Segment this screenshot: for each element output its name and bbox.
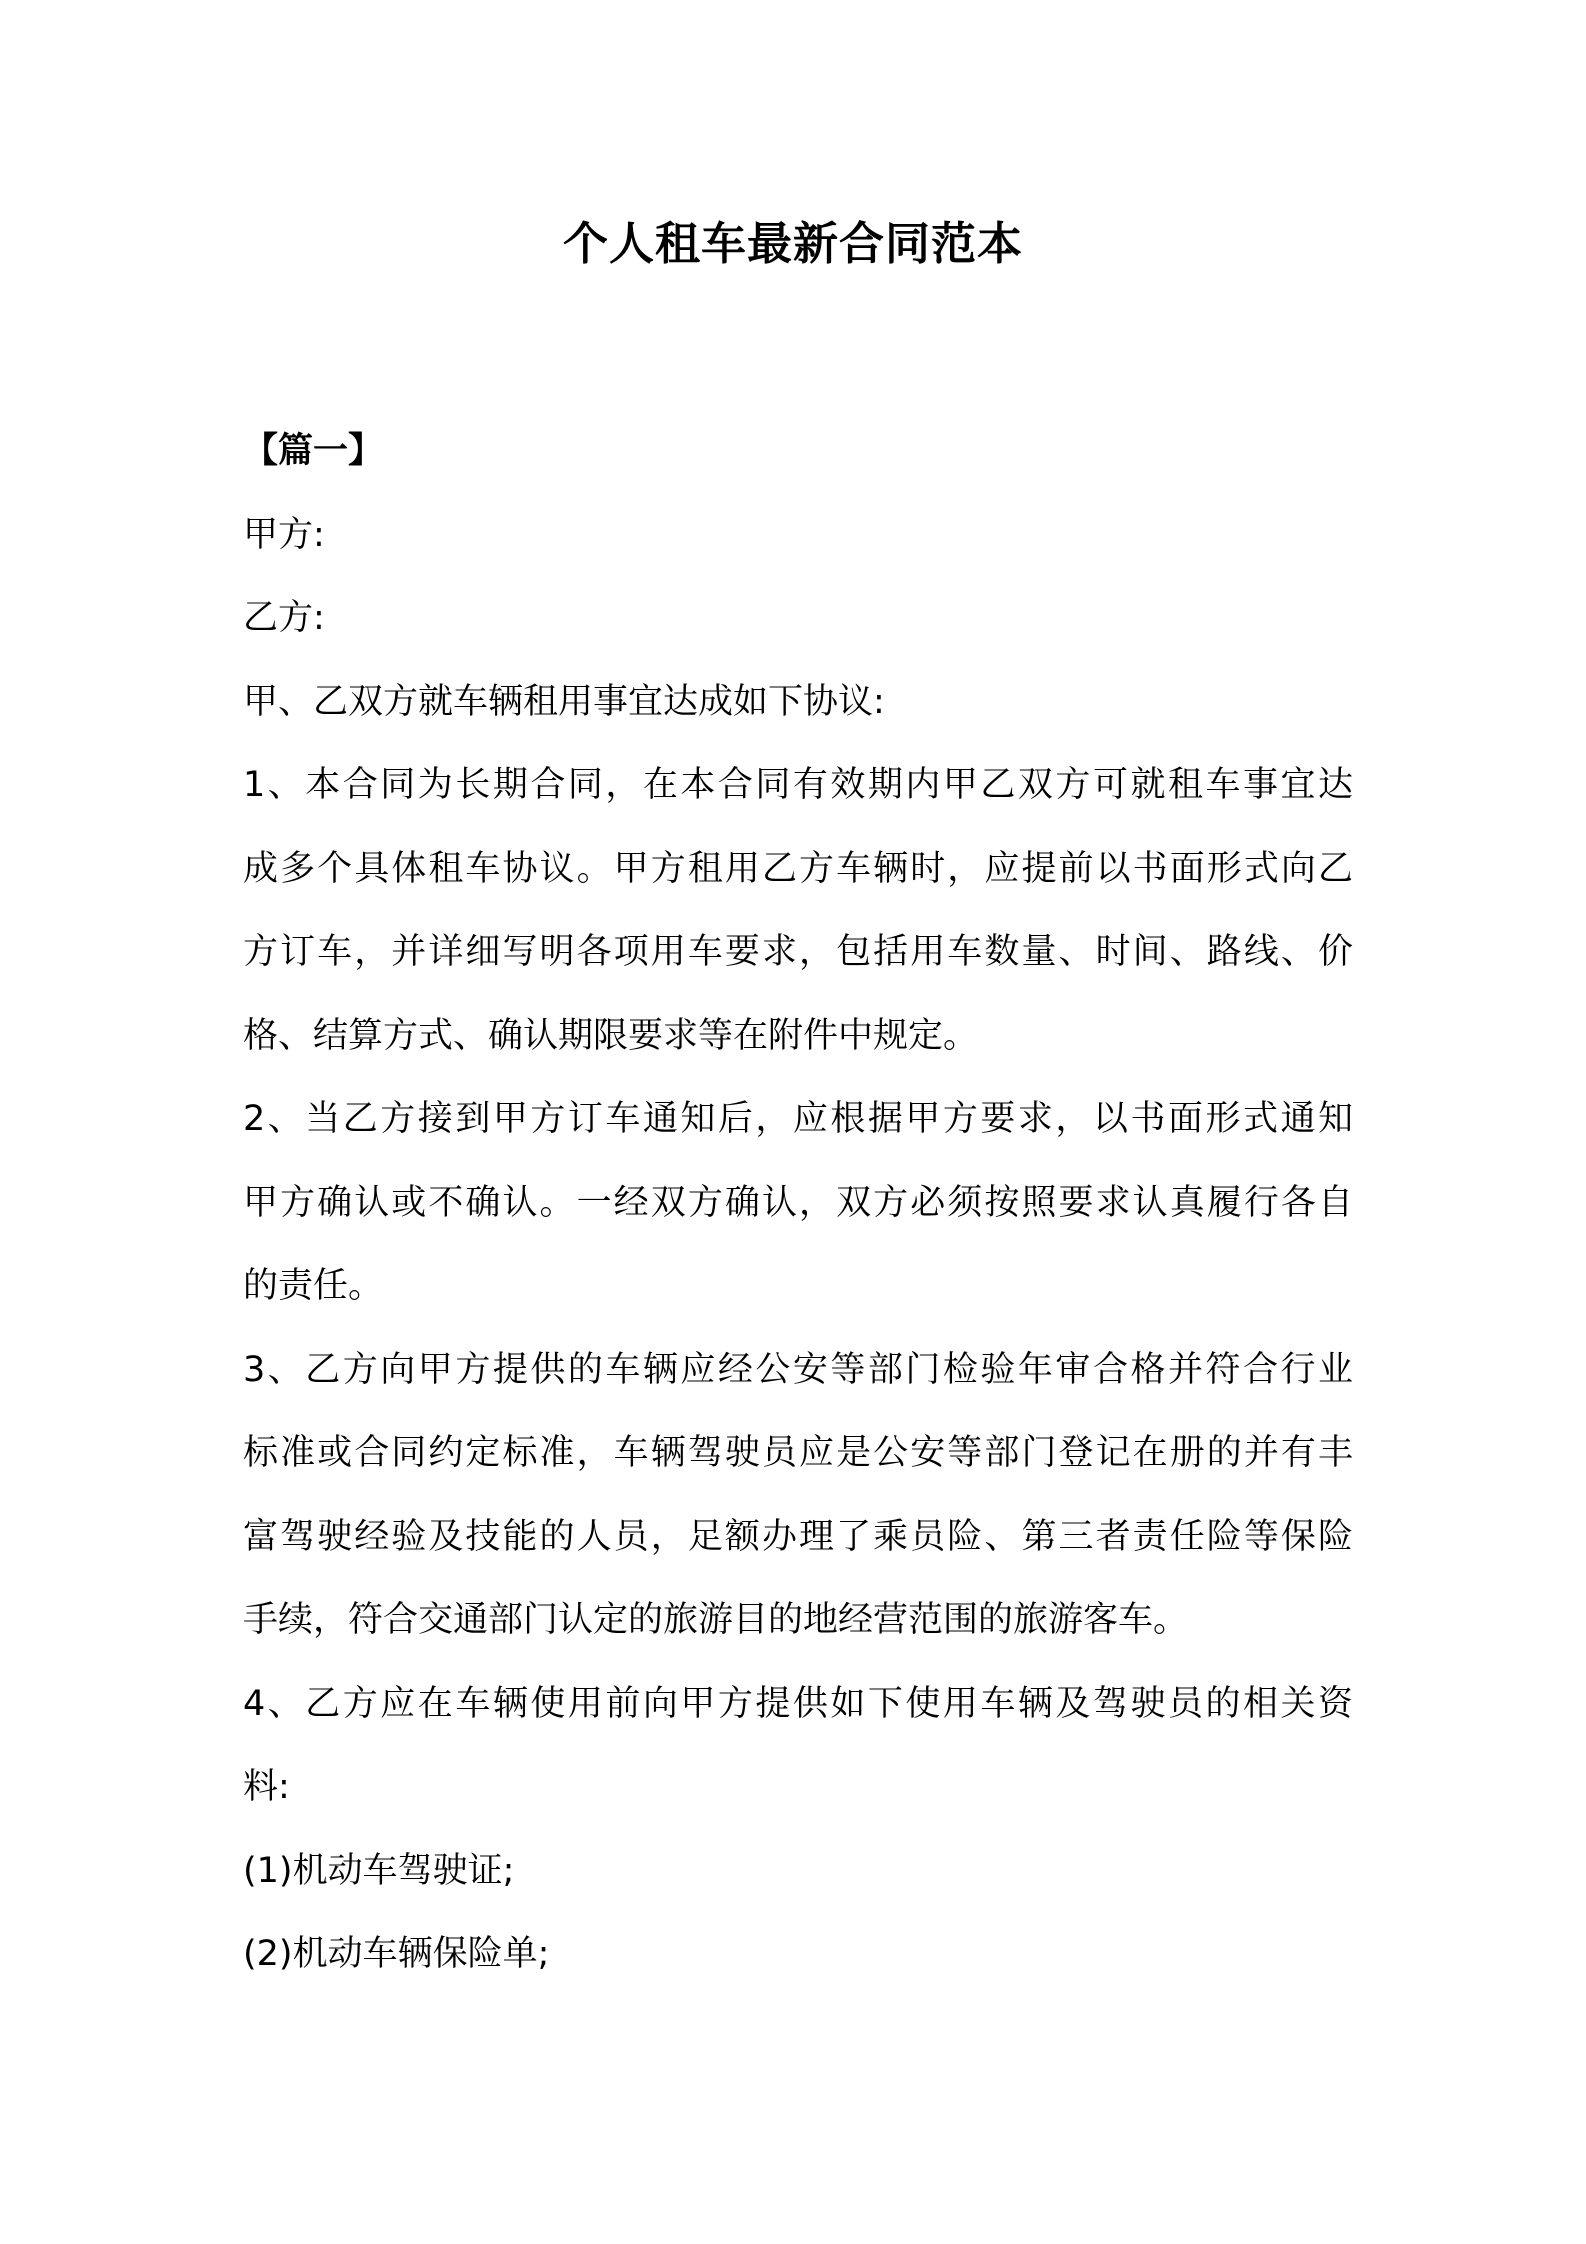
document-title: 个人租车最新合同范本 [562, 217, 1023, 270]
clause-1-line: 成多个具体租车协议。甲方租用乙方车辆时，应提前以书面形式向乙 [243, 848, 1353, 889]
clause-3-line: 富驾驶经验及技能的人员，足额办理了乘员险、第三者责任险等保险 [243, 1516, 1353, 1557]
party-b-label: 乙方: [243, 598, 325, 638]
clause-4-line: 4、乙方应在车辆使用前向甲方提供如下使用车辆及驾驶员的相关资 [243, 1683, 1353, 1724]
intro-paragraph: 甲、乙双方就车辆租用事宜达成如下协议: [243, 681, 885, 722]
list-item-driver-license: (1)机动车驾驶证; [243, 1850, 515, 1891]
clause-2-line: 的责任。 [243, 1266, 384, 1306]
clause-3-line: 标准或合同约定标准，车辆驾驶员应是公安等部门登记在册的并有丰 [243, 1433, 1353, 1473]
clause-1-line: 方订车，并详细写明各项用车要求，包括用车数量、时间、路线、价 [243, 932, 1353, 972]
list-item-insurance-policy: (2)机动车辆保险单; [243, 1934, 550, 1974]
clause-4-line: 料: [243, 1767, 290, 1807]
clause-3-line: 手续，符合交通部门认定的旅游目的地经营范围的旅游客车。 [243, 1600, 1189, 1640]
clause-2-line: 2、当乙方接到甲方订车通知后，应根据甲方要求，以书面形式通知 [243, 1099, 1353, 1139]
clause-2-line: 甲方确认或不确认。一经双方确认，双方必须按照要求认真履行各自 [243, 1182, 1353, 1223]
section-heading: 【篇一】 [243, 431, 384, 471]
clause-3-line: 3、乙方向甲方提供的车辆应经公安等部门检验年审合格并符合行业 [243, 1349, 1353, 1390]
document-body [243, 410, 1353, 1997]
clause-1-line: 1、本合同为长期合同，在本合同有效期内甲乙双方可就租车事宜达 [243, 765, 1353, 805]
party-a-label: 甲方: [243, 514, 325, 555]
clause-1-line: 格、结算方式、确认期限要求等在附件中规定。 [243, 1015, 979, 1056]
